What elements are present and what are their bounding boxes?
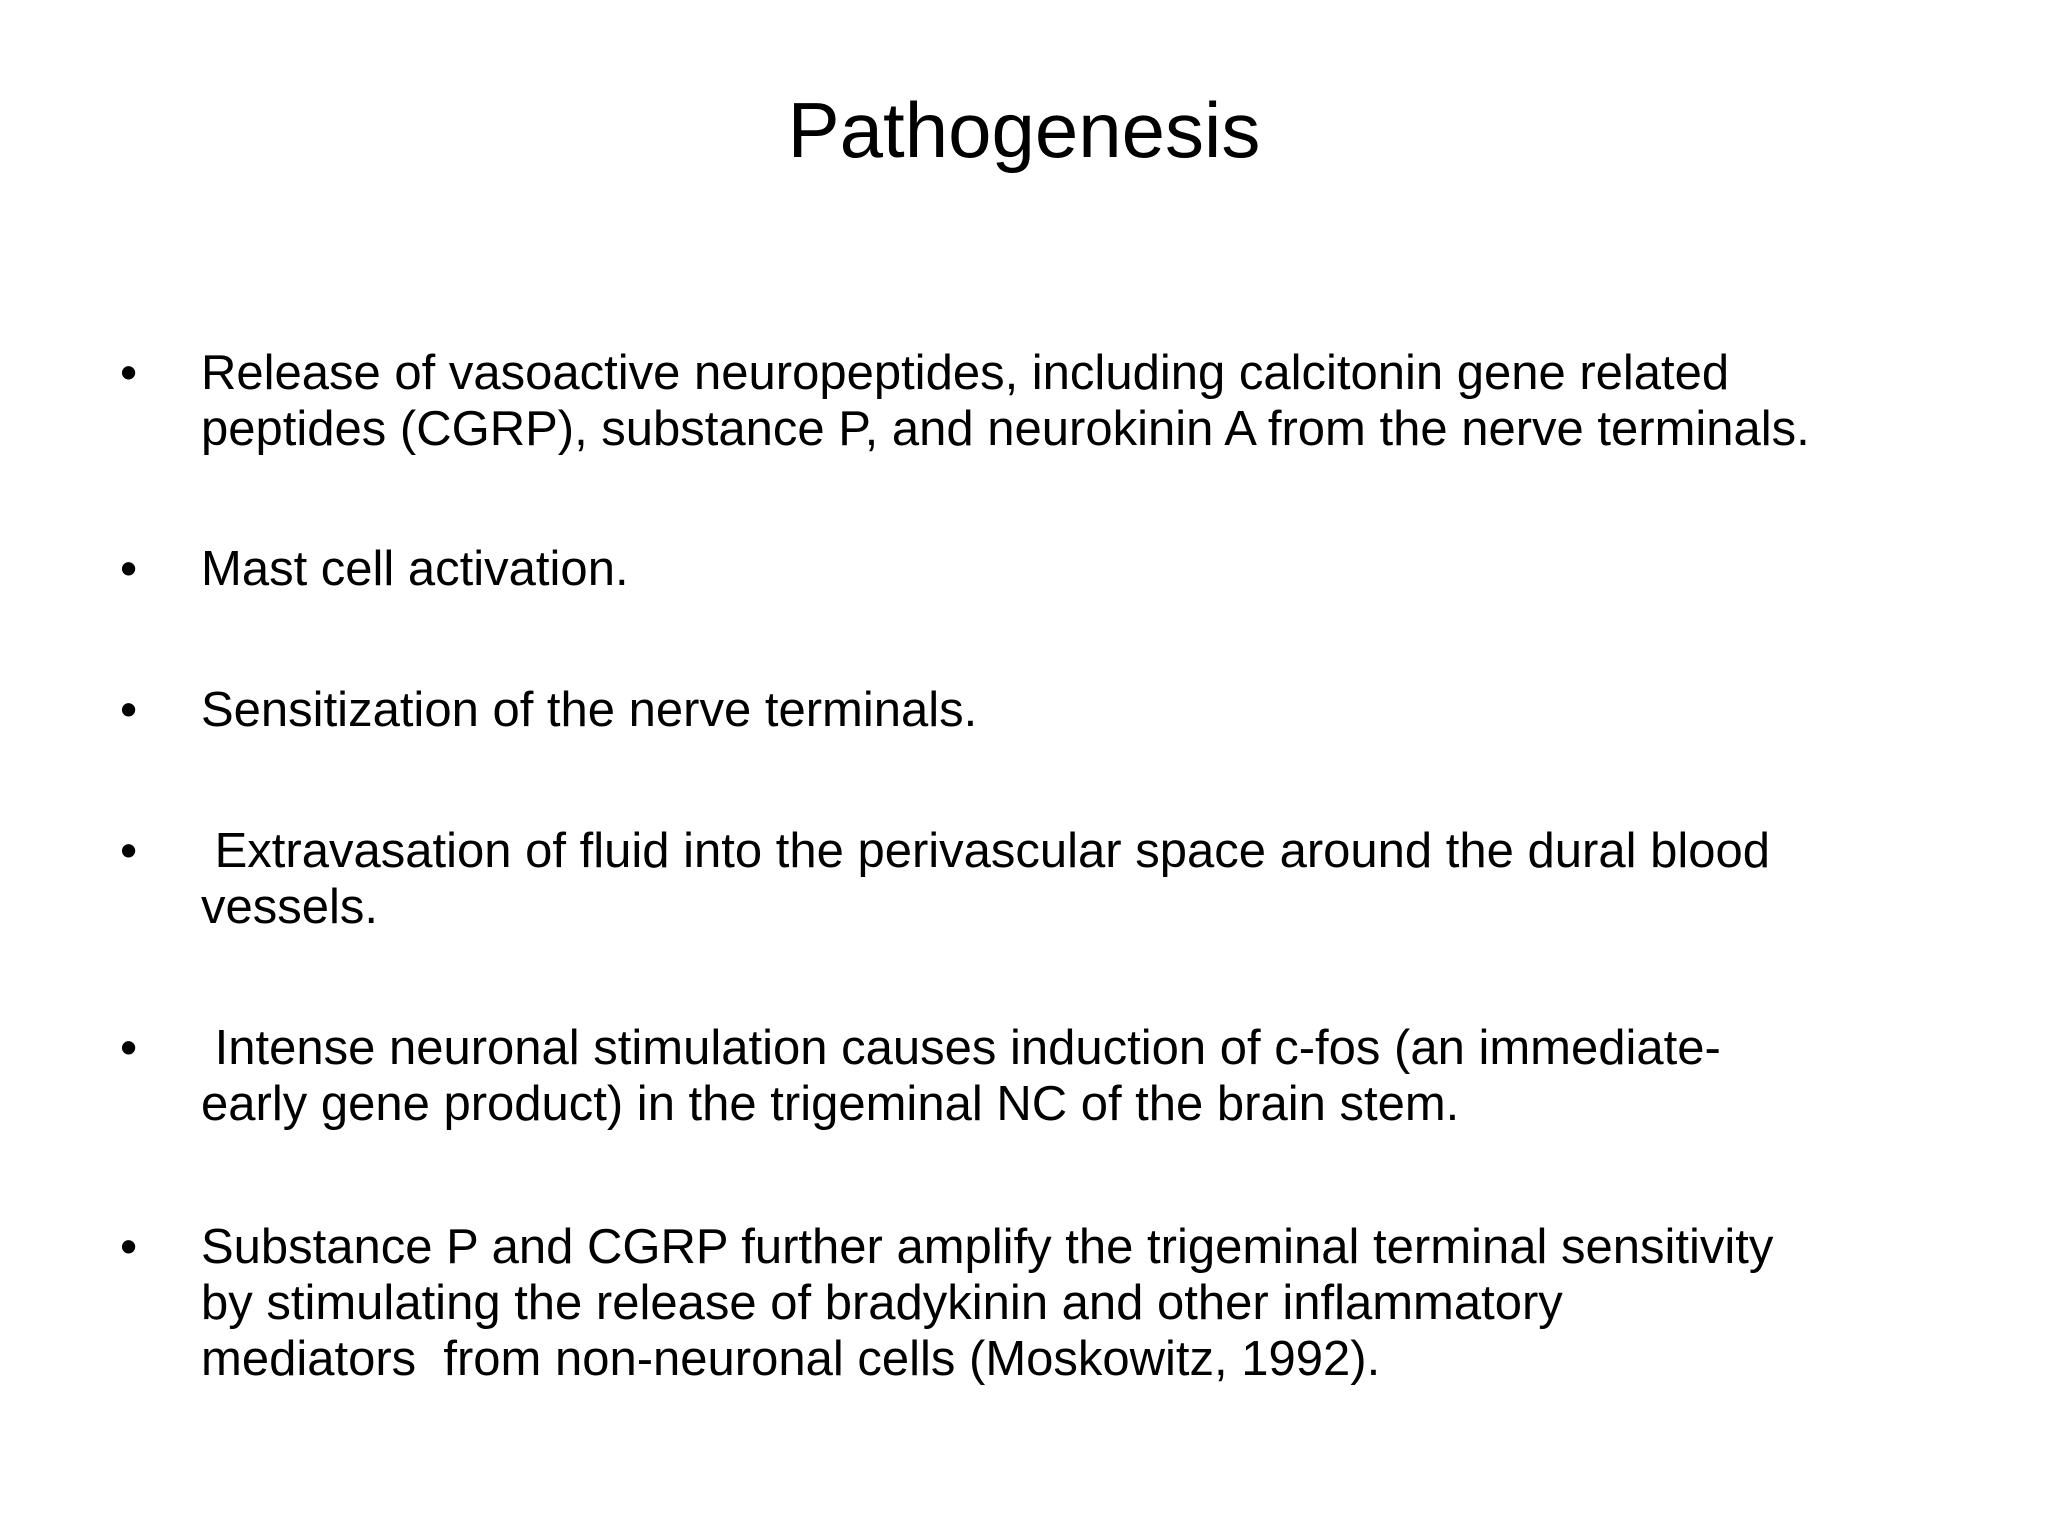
bullet-dot-icon: • — [120, 683, 138, 737]
bullet-dot-icon: • — [120, 346, 138, 400]
bullet-text: Release of vasoactive neuropeptides, including calcitonin gene related peptides (CGRP), substance P, and neurokinin A from the nerve terminals. — [201, 346, 1810, 456]
bullet-text: Mast cell activation. — [201, 542, 629, 596]
bullet-dot-icon: • — [120, 542, 138, 596]
bullet-text: Sensitization of the nerve terminals. — [201, 683, 978, 737]
bullet-text: Intense neuronal stimulation causes induction of c-fos (an immediate- early gene product) in the trigeminal NC of the brain stem. — [201, 1021, 1721, 1131]
bullet-dot-icon: • — [120, 1220, 138, 1274]
slide-title: Pathogenesis — [787, 86, 1261, 174]
bullet-text: Substance P and CGRP further amplify the trigeminal terminal sensitivity by stimulating the release of bradykinin and other inflammatory mediators from non-neuronal cells (Moskowitz, 1992). — [201, 1220, 1774, 1386]
bullet-dot-icon: • — [120, 1021, 138, 1075]
bullet-dot-icon: • — [120, 824, 138, 878]
bullet-text: Extravasation of fluid into the perivascular space around the dural blood vessels. — [201, 824, 1770, 934]
